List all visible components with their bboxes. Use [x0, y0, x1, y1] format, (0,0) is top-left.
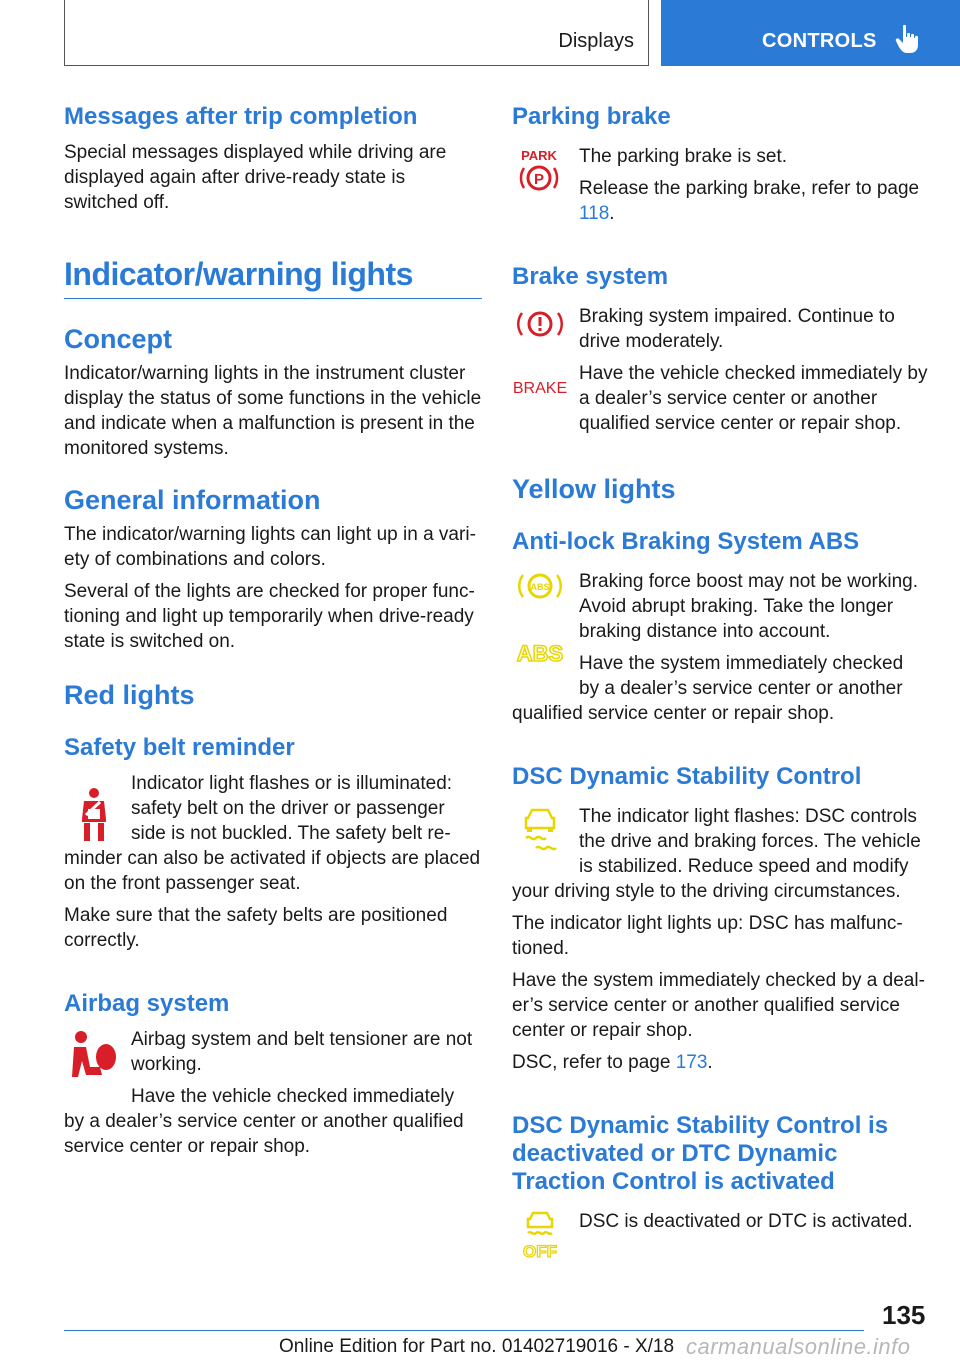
pointing-hand-icon — [894, 24, 922, 54]
abs-heading: Anti-lock Braking System ABS — [512, 528, 860, 555]
parking-brake-heading: Parking brake — [512, 103, 671, 130]
parking-brake-text-2: Release the parking brake, refer to page 118. — [579, 178, 920, 224]
page-number: 135 — [882, 1300, 926, 1330]
dsc-block — [512, 804, 928, 1075]
brake-system-text-2: Have the vehicle checked immediately by a dealer’s service center or another qualified service center or repair shop. — [579, 363, 928, 434]
header-section-title: Displays — [558, 30, 634, 52]
yellow-lights-heading: Yellow lights — [512, 474, 676, 504]
right-column — [512, 100, 928, 1261]
dsc-off-icon — [512, 1209, 572, 1269]
brake-system-text-1: Braking system impaired. Continue to drive moderately. — [579, 306, 895, 352]
abs-text-2b: qualified service center or repair shop. — [512, 703, 835, 724]
abs-text-icon — [512, 639, 572, 667]
safety-belt-text-1b: minder can also be activated if objects are placed on the front passenger seat. — [64, 848, 481, 894]
concept-text: Indicator/warning lights in the instrument cluster display the status of some functions in the vehicle and indicate when a malfunction is present in the monitored systems. — [64, 363, 482, 459]
dsc-off-block — [512, 1209, 928, 1261]
dsc-off-text: DSC is deactivated or DTC is activated. — [579, 1211, 913, 1232]
brake-system-heading: Brake system — [512, 263, 669, 290]
general-information-text-1: The indicator/warning lights can light up in a variety of combinations and colors. — [64, 524, 476, 570]
header-chapter-box[interactable] — [661, 0, 960, 66]
dsc-page-link[interactable]: 173 — [675, 1052, 708, 1073]
dsc-ref-text: DSC, refer to page 173. — [512, 1052, 713, 1073]
abs-circle-icon-label: ABS — [530, 582, 550, 592]
indicator-warning-lights-heading: Indicator/warning lights — [64, 256, 413, 292]
dsc-heading: DSC Dynamic Stability Control — [512, 763, 862, 790]
seat-belt-warning-icon — [64, 785, 124, 845]
airbag-text-2a: Have the vehicle checked immediately — [131, 1086, 455, 1107]
abs-block — [512, 569, 928, 726]
brake-system-block — [512, 304, 928, 436]
safety-belt-text-1a: Indicator light flashes or is illuminated: safety belt on the driver or passenger side is not buckled. The safety belt re- — [131, 773, 453, 844]
abs-circle-icon — [512, 569, 572, 629]
parking-brake-block — [512, 144, 928, 226]
red-lights-heading: Red lights — [64, 680, 195, 710]
safety-belt-block — [64, 771, 482, 953]
dsc-text-1a: The indicator light flashes: DSC controls the drive and braking forces. The vehicle is stabilized. Reduce speed and modify — [579, 806, 921, 877]
header-chapter-title: CONTROLS — [762, 30, 877, 52]
footer-divider — [64, 1330, 864, 1331]
airbag-warning-icon — [64, 1027, 124, 1087]
general-information-text-2: Several of the lights are checked for proper functioning and light up temporarily when drive-ready state is switched on. — [64, 581, 475, 652]
concept-heading: Concept — [64, 324, 172, 354]
safety-belt-reminder-heading: Safety belt reminder — [64, 734, 295, 761]
general-information-heading: General information — [64, 485, 321, 515]
airbag-text-2b: by a dealer’s service center or another qualified service center or repair shop. — [64, 1111, 464, 1157]
abs-text-2a: Have the system immediately checked by a dealer’s service center or another — [579, 653, 904, 699]
left-column — [64, 100, 482, 1159]
messages-after-trip-text: Special messages displayed while driving are displayed again after drive-ready state is switched off. — [64, 142, 447, 213]
brake-text-icon — [512, 374, 572, 400]
airbag-system-heading: Airbag system — [64, 990, 230, 1017]
svg-text:P: P — [533, 171, 545, 188]
dsc-off-heading: DSC Dynamic Stability Control is deactivated or DTC Dynamic Traction Control is activated — [512, 1112, 889, 1195]
airbag-text-1: Airbag system and belt tensioner are not working. — [131, 1029, 473, 1075]
parking-brake-icon — [512, 146, 572, 206]
parking-brake-text-1: The parking brake is set. — [579, 146, 788, 167]
header-section-box — [64, 0, 649, 66]
brake-warning-icon — [512, 308, 572, 368]
safety-belt-text-2: Make sure that the safety belts are positioned correctly. — [64, 905, 448, 951]
parking-brake-page-link[interactable]: 118 — [579, 203, 610, 224]
watermark-text: carmanualsonline.info — [686, 1334, 911, 1359]
dsc-skid-car-icon — [512, 804, 572, 864]
indicator-warning-heading-wrap — [64, 254, 482, 299]
dsc-text-1b: your driving style to the driving circumstances. — [512, 881, 901, 902]
messages-after-trip-heading: Messages after trip completion — [64, 103, 418, 130]
dsc-text-2: The indicator light lights up: DSC has malfunctioned. — [512, 913, 903, 959]
airbag-block — [64, 1027, 482, 1159]
brake-text-icon-label: BRAKE — [512, 380, 568, 397]
parking-brake-icon-label: PARK — [521, 148, 557, 163]
abs-text-1: Braking force boost may not be working. Avoid abrupt braking. Take the longer braking distance into account. — [579, 571, 919, 642]
footer-edition-text: Online Edition for Part no. 01402719016 - X/18 — [279, 1336, 675, 1357]
dsc-off-icon-label: OFF — [523, 1242, 557, 1261]
dsc-text-3: Have the system immediately checked by a dealer’s service center or another qualified service center or repair shop. — [512, 970, 925, 1041]
abs-text-icon-label: ABS — [516, 641, 564, 666]
